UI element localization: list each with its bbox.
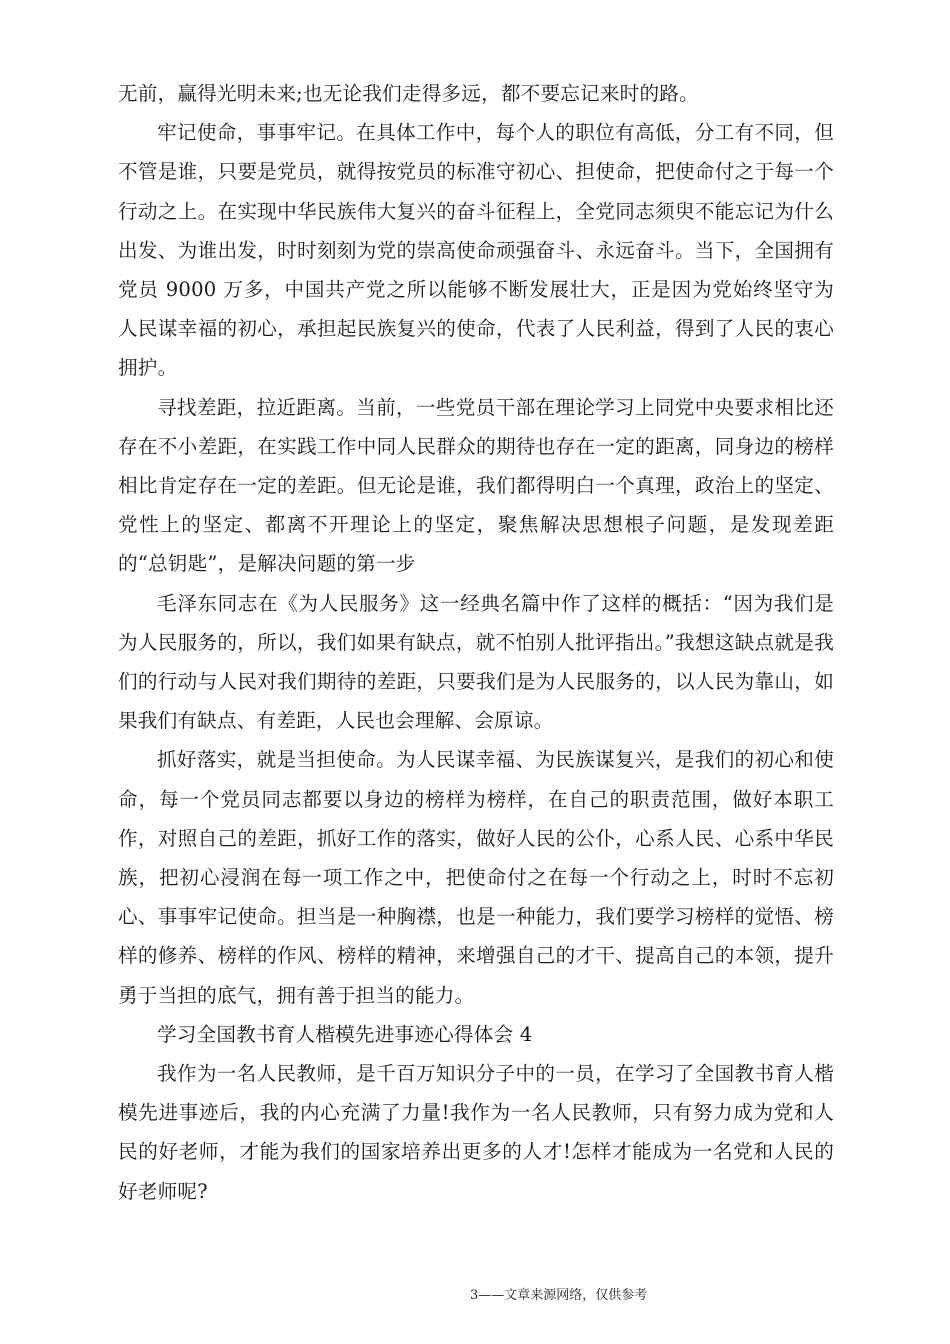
document-body	[118, 74, 834, 1211]
page-footer: 3——文章来源网络，仅供参考	[470, 1288, 648, 1303]
paragraph-mao-quote: 毛泽东同志在《为人民服务》这一经典名篇中作了这样的概括：“因为我们是为人民服务的，所以，我们如果有缺点，就不怕别人批评指出。”我想这缺点就是我们的行动与人民对我们期待的差距，只要我们是为人民服务的，以人民为靠山，如果我们有缺点、有差距，人民也会理解、会原谅。	[118, 591, 834, 733]
paragraph-mission: 牢记使命，事事牢记。在具体工作中，每个人的职位有高低，分工有不同，但不管是谁，只要是党员，就得按党员的标准守初心、担使命，把使命付之于每一个行动之上。在实现中华民族伟大复兴的奋斗征程上，全党同志须臾不能忘记为什么出发、为谁出发，时时刻刻为党的崇高使命顽强奋斗、永远奋斗。当下，全国拥有党员 9000 万多，中国共产党之所以能够不断发展壮大，正是因为党始终坚守为人民谋幸福的初心，承担起民族复兴的使命，代表了人民利益，得到了人民的衷心拥护。	[118, 121, 834, 380]
section-heading: 学习全国教书育人楷模先进事迹心得体会 4	[157, 1022, 533, 1046]
paragraph-teacher: 我作为一名人民教师，是千百万知识分子中的一员，在学习了全国教书育人楷模先进事迹后，我的内心充满了力量!我作为一名人民教师，只有努力成为党和人民的好老师，才能为我们的国家培养出更多的人才!怎样才能成为一名党和人民的好老师呢?	[118, 1062, 834, 1203]
paragraph-continuation: 无前，赢得光明未来;也无论我们走得多远，都不要忘记来时的路。	[118, 82, 699, 105]
paragraph-implementation: 抓好落实，就是当担使命。为人民谋幸福、为民族谋复兴，是我们的初心和使命，每一个党员同志都要以身边的榜样为榜样，在自己的职责范围，做好本职工作，对照自己的差距，抓好工作的落实，做好人民的公仆，心系人民、心系中华民族，把初心浸润在每一项工作之中，把使命付之在每一个行动之上，时时不忘初心、事事牢记使命。担当是一种胸襟，也是一种能力，我们要学习榜样的觉悟、榜样的修养、榜样的作风、榜样的精神，来增强自己的才干、提高自己的本领，提升勇于当担的底气，拥有善于担当的能力。	[118, 748, 834, 1007]
paragraph-gap: 寻找差距，拉近距离。当前，一些党员干部在理论学习上同党中央要求相比还存在不小差距，在实践工作中同人民群众的期待也存在一定的距离，同身边的榜样相比肯定存在一定的差距。但无论是谁，我们都得明白一个真理，政治上的坚定、党性上的坚定、都离不开理论上的坚定，聚焦解决思想根子问题，是发现差距的“总钥匙”，是解决问题的第一步	[118, 395, 834, 576]
